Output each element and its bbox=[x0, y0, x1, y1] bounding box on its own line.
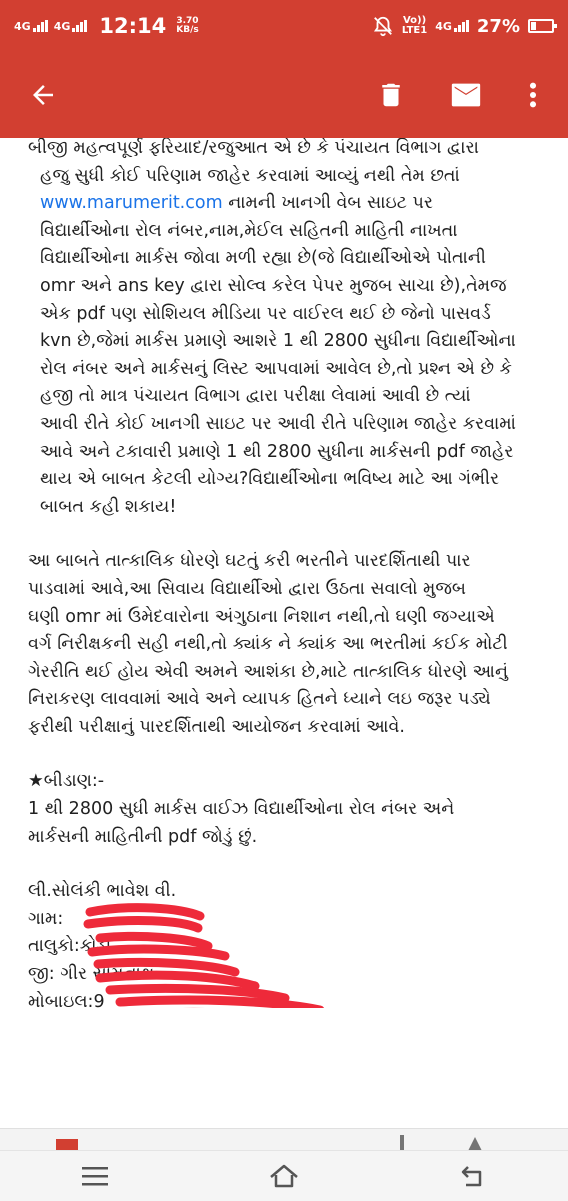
signal-bars-icon bbox=[454, 20, 469, 32]
signature-taluka: તાલુકો:કોડી bbox=[28, 936, 112, 957]
signature bbox=[0, 878, 568, 1008]
network-indicator-2 bbox=[54, 20, 88, 32]
bell-off-icon bbox=[372, 15, 394, 37]
back-icon bbox=[458, 1163, 488, 1189]
network-label-2: 4G bbox=[53, 20, 71, 33]
volte-indicator bbox=[402, 16, 427, 36]
network-label-3: 4G bbox=[435, 20, 452, 33]
volte-top: Vo)) bbox=[402, 15, 427, 26]
clock: 12:14 bbox=[99, 14, 167, 38]
signature-village: ગામ: bbox=[28, 908, 64, 929]
enclosure-text: 1 થી 2800 સુધી માર્કસ વાઈઝ વિદ્યાર્થીઓના રોલ નંબર અને માર્કસની માહિતીની pdf જોડું છું. bbox=[28, 799, 455, 847]
enclosure-heading: ★બીડાણ:- bbox=[28, 771, 105, 792]
battery-icon bbox=[528, 19, 554, 33]
app-bar bbox=[0, 52, 568, 138]
network-speed-unit: KB/s bbox=[176, 25, 199, 35]
spacer bbox=[0, 521, 568, 548]
navigation-bar bbox=[0, 1150, 568, 1201]
email-body bbox=[0, 138, 568, 1008]
network-speed-value: 3.70 bbox=[176, 16, 199, 26]
spacer bbox=[0, 741, 568, 768]
spacer bbox=[0, 851, 568, 878]
more-vert-icon bbox=[528, 81, 538, 109]
mail-icon bbox=[449, 80, 483, 110]
recents-button[interactable] bbox=[67, 1156, 123, 1196]
signal-bars-icon bbox=[33, 20, 48, 32]
battery-fill bbox=[531, 22, 536, 30]
back-nav-button[interactable] bbox=[445, 1156, 501, 1196]
email-paragraph-2: આ બાબતે તાત્કાલિક ધોરણે ઘટતું કરી ભરતીને પારદર્શિતાથી પાર પાડવામાં આવે,આ સિવાય વિદ્યાર્થીઓ દ્વારા ઉઠતા સવાલો મુજબ ઘણી omr માં ઉમેદવારોના અંગુઠાના નિશાન નથી,તો ઘણી જગ્યાએ વર્ગ નિરીક્ષકની સહી નથી,તો ક્યાંક ને ક્યાંક આ ભરતીમાં કઈક મોટી ગેરરીતિ થઈ હોય એવી અમને આશંકા છે,માટે તાત્કાલિક ધોરણે આનું નિરાકરણ લાવવામાં આવે અને વ્યાપક હિતને ધ્યાને લઇ જરૂર પડ્યે ફરીથી પરીક્ષાનું પારદર્શિતાથી આયોજન કરવામાં આવે. bbox=[28, 551, 508, 737]
signature-district: જી: ગીર સોમનાથ bbox=[28, 964, 155, 985]
paragraph-1-start: બીજી મહત્વપૂર્ણ ફરિયાદ/રજુઆત એ છે કે પંચાયત વિભાગ દ્વારા હજુ સુધી કોઈ પરિણામ જાહેર કરવામાં આવ્યું નથી તેમ છતાં bbox=[28, 138, 479, 186]
volte-bottom: LTE1 bbox=[401, 25, 428, 36]
attachment-bar[interactable] bbox=[0, 1128, 568, 1151]
signature-mobile: મોબાઇલ:9 bbox=[28, 991, 105, 1008]
signature-name: લી.સોલંકી ભાવેશ વી. bbox=[28, 881, 177, 902]
menu-icon bbox=[80, 1165, 110, 1187]
paragraph-1-rest: નામની ખાનગી વેબ સાઇટ પર વિદ્યાર્થીઓના રોલ નંબર,નામ,મેઈલ સહિતની માહિતી નાખતા વિદ્યાર્થીઓના માર્કસ જોવા મળી રહ્યા છે(જે વિદ્યાર્થીઓએ પોતાની omr અને ans key દ્વારા સોલ્વ કરેલ પેપર મુજબ સાચા છે),તેમજ એક pdf પણ સોશિયલ મીડિયા પર વાઈરલ થઈ છે જેનો પાસવર્ડ kvn છે,જેમાં માર્કસ પ્રમાણે આશરે 1 થી 2800 સુધીના વિદ્યાર્થીઓના રોલ નંબર અને માર્કસનું લિસ્ટ આપવામાં આવેલ છે,તો પ્રશ્ન એ છે કે હજી તો માત્ર પંચાયત વિભાગ દ્વારા પરીક્ષા લેવામાં આવી છે ત્યાં આવી રીતે કોઈ ખાનગી સાઇટ પર આવી રીતે પરિણામ જાહેર કરવામાં આવે અને ટકાવારી પ્રમાણે 1 થી 2800 સુધીના માર્કસની pdf જાહેર થાય એ બાબત કેટલી યોગ્ય?વિદ્યાર્થીઓના ભવિષ્ય માટે આ ગંભીર બાબત કહી શકાય! bbox=[40, 193, 516, 517]
more-options-button[interactable] bbox=[510, 72, 556, 118]
email-paragraph-1 bbox=[0, 138, 568, 521]
mark-unread-button[interactable] bbox=[443, 72, 489, 118]
delete-icon bbox=[376, 80, 406, 110]
battery-percent: 27% bbox=[476, 15, 520, 37]
home-button[interactable] bbox=[256, 1156, 312, 1196]
website-link[interactable]: www.marumerit.com bbox=[40, 193, 223, 214]
network-indicator-1 bbox=[14, 20, 48, 32]
delete-button[interactable] bbox=[368, 72, 414, 118]
status-bar bbox=[0, 0, 568, 52]
network-label-1: 4G bbox=[14, 20, 31, 33]
home-icon bbox=[267, 1163, 301, 1189]
status-right bbox=[372, 15, 554, 37]
status-left bbox=[14, 14, 199, 38]
signal-bars-icon bbox=[72, 20, 87, 32]
drive-icon[interactable] bbox=[460, 1133, 490, 1151]
back-arrow-icon bbox=[28, 80, 58, 110]
download-icon[interactable] bbox=[394, 1135, 410, 1151]
network-indicator-3 bbox=[435, 20, 469, 32]
network-speed bbox=[176, 17, 198, 35]
back-button[interactable] bbox=[20, 72, 66, 118]
